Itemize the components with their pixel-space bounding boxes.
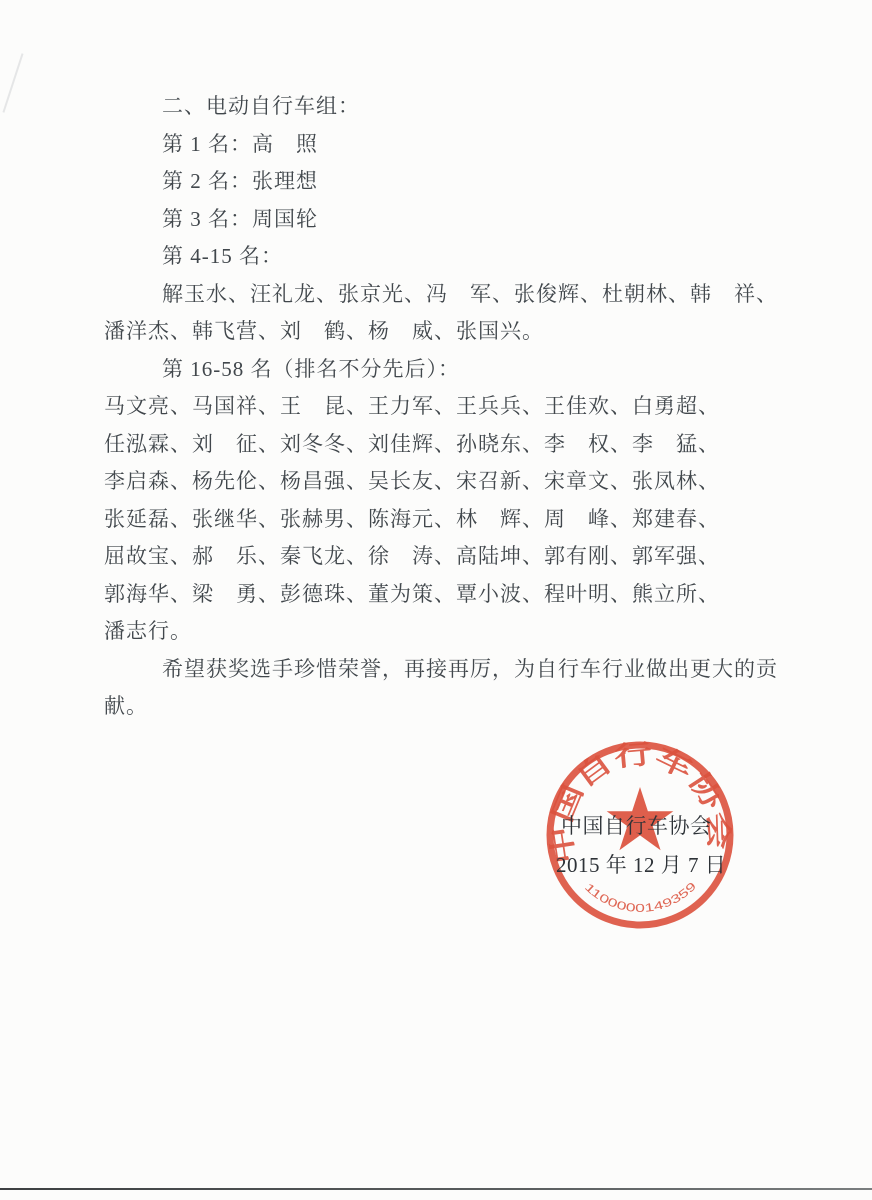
rank-4-15-names-line: 潘洋杰、韩飞营、刘 鹤、杨 威、张国兴。 [104, 319, 544, 343]
rank-4-15-names-line: 解玉水、汪礼龙、张京光、冯 军、张俊辉、杜朝林、韩 祥、 [162, 281, 778, 306]
rank-16-58-names-line: 李启森、杨先伦、杨昌强、吴长友、宋召新、宋章文、张凤林、 [104, 469, 720, 493]
rank-16-58-heading: 第 16-58 名（排名不分先后）： [162, 356, 460, 381]
section-title: 二、电动自行车组： [162, 94, 360, 118]
scan-artifact [2, 53, 23, 113]
rank-16-58-names-line: 郭海华、梁 勇、彭德珠、董为策、覃小波、程叶明、熊立所、 [104, 581, 720, 606]
document-body [104, 88, 778, 726]
rank-16-58-names-line: 潘志行。 [104, 619, 192, 643]
rank-1-line: 第 1 名：高 照 [162, 131, 318, 156]
rank-2-line: 第 2 名：张理想 [162, 169, 318, 193]
seal-serial-number: 1100000149359 [581, 881, 697, 915]
rank-3-line: 第 3 名：周国轮 [162, 206, 318, 231]
signature-organization: 中国自行车协会 [561, 814, 712, 838]
seal-arc-text: 中国自行车协会 [546, 739, 734, 866]
rank-16-58-names-line: 马文亮、马国祥、王 昆、王力军、王兵兵、王佳欢、白勇超、 [104, 394, 720, 418]
closing-line: 献。 [104, 694, 148, 718]
rank-16-58-names-line: 张延磊、张继华、张赫男、陈海元、林 辉、周 峰、郑建春、 [104, 506, 720, 531]
rank-4-15-heading: 第 4-15 名： [162, 244, 283, 268]
closing-line: 希望获奖选手珍惜荣誉，再接再厉，为自行车行业做出更大的贡 [162, 656, 778, 681]
signature-date: 2015 年 12 月 7 日 [556, 853, 727, 877]
scan-page-edge [0, 1188, 872, 1190]
rank-16-58-names-line: 任泓霖、刘 征、刘冬冬、刘佳辉、孙晓东、李 权、李 猛、 [104, 431, 720, 456]
rank-16-58-names-line: 屈故宝、郝 乐、秦飞龙、徐 涛、高陆坤、郭有刚、郭军强、 [104, 544, 720, 568]
